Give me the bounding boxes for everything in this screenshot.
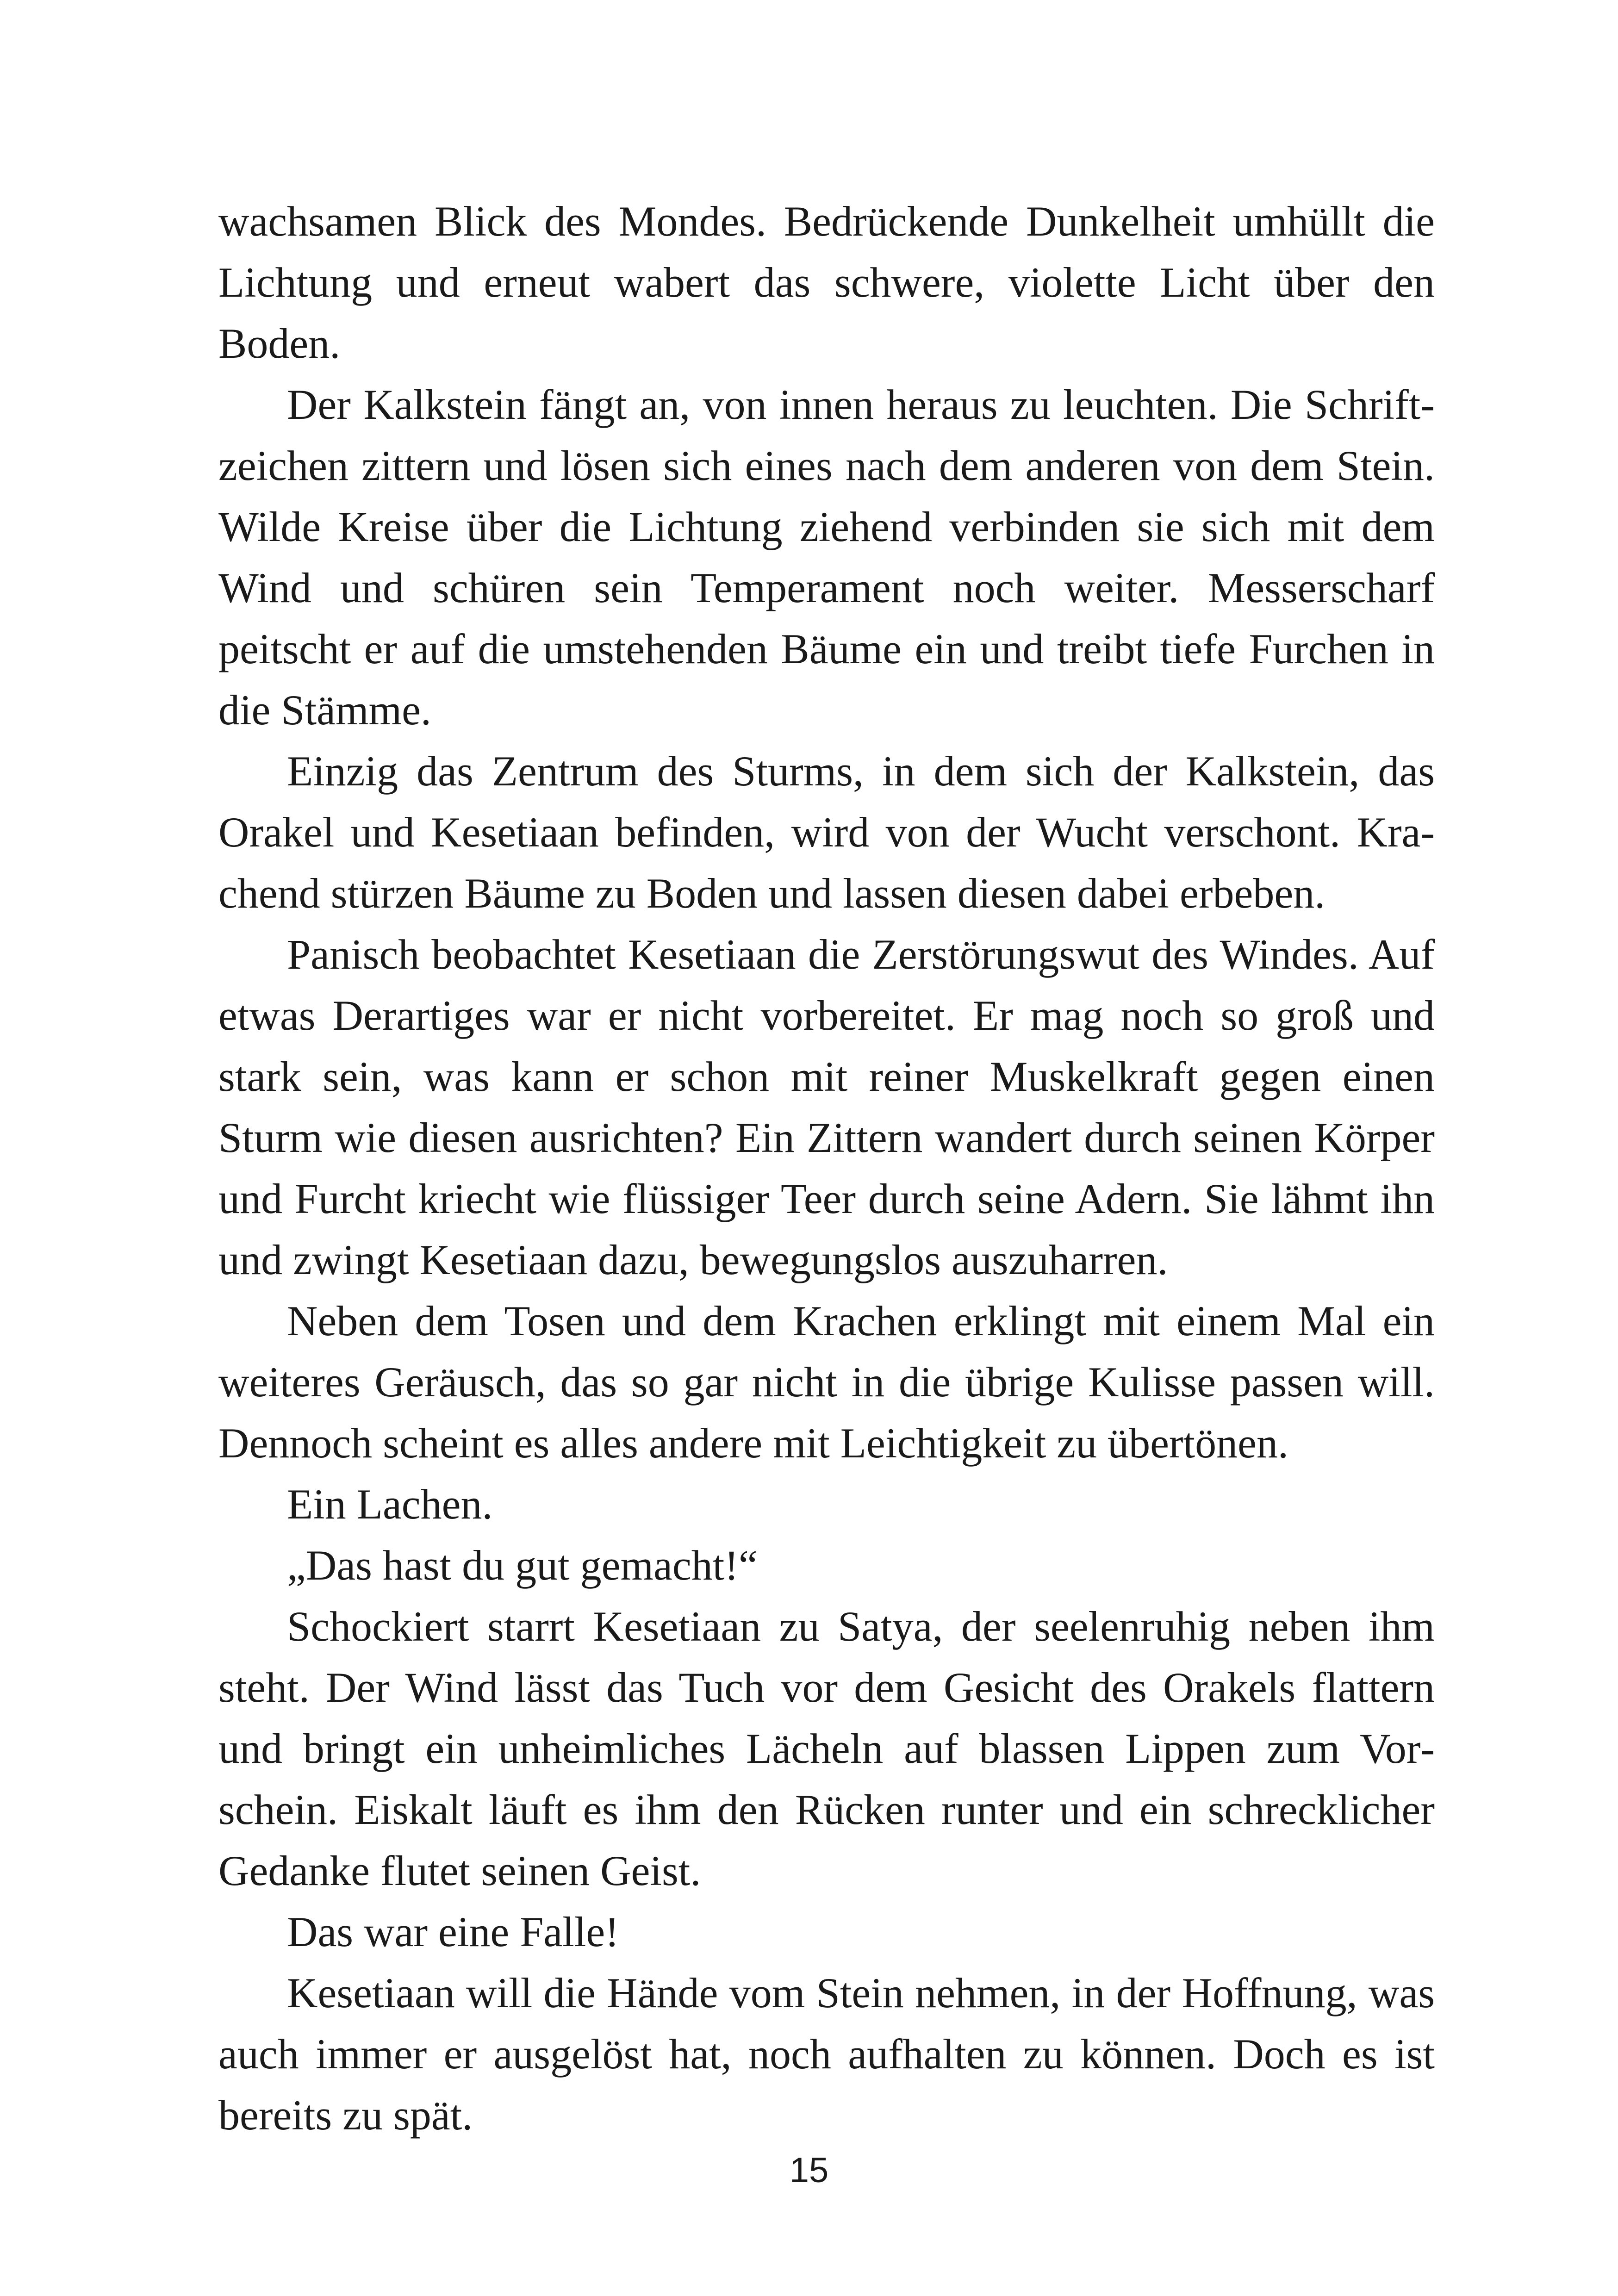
paragraph-10: Kesetiaan will die Hände vom Stein nehmen, in der Hoffnung, was auch immer er ausgelöst hat, noch aufhalten zu können. Doch es ist bereits zu spät. [218, 1969, 1435, 2139]
paragraph-9: Das war eine Falle! [287, 1908, 619, 1955]
paragraph-4: Panisch beobachtet Kesetiaan die Zerstörungswut des Windes. Auf etwas Derartiges war er nicht vorbereitet. Er mag noch so groß und stark sein, was kann er schon mit reiner Muskelkraft gegen einen Sturm wie diesen ausrichten? Ein Zittern wandert durch seinen Körper und Furcht kriecht wie flüssiger Teer durch seine Adern. Sie lähmt ihn und zwingt Kesetiaan dazu, bewegungslos auszuharren. [218, 931, 1435, 1283]
paragraph-6: Ein Lachen. [287, 1481, 493, 1528]
paragraph-1: wachsamen Blick des Mondes. Bedrückende Dunkelheit umhüllt die Lichtung und erneut wabert das schwere, violette Licht über den Boden. [218, 198, 1435, 367]
page-number: 15 [789, 2151, 829, 2190]
body-text [218, 191, 1435, 2146]
paragraph-3: Einzig das Zentrum des Sturms, in dem sich der Kalkstein, das Orakel und Kesetiaan befinden, wird von der Wucht verschont. Krachend stürzen Bäume zu Boden und lassen diesen dabei erbeben. [218, 747, 1435, 917]
paragraph-5: Neben dem Tosen und dem Krachen erklingt mit einem Mal ein weiteres Geräusch, das so gar nicht in die übrige Kulisse passen will. Dennoch scheint es alles andere mit Leichtigkeit zu übertönen. [218, 1297, 1435, 1467]
paragraph-7: „Das hast du gut gemacht!“ [287, 1542, 758, 1589]
paragraph-8: Schockiert starrt Kesetiaan zu Satya, der seelenruhig neben ihm steht. Der Wind lässt das Tuch vor dem Gesicht des Orakels flattern und bringt ein unheimliches Lächeln auf blassen Lippen zum Vorschein. Eiskalt läuft es ihm den Rücken runter und ein schrecklicher Gedanke flutet seinen Geist. [218, 1603, 1435, 1894]
paragraph-2: Der Kalkstein fängt an, von innen heraus zu leuchten. Die Schriftzeichen zittern und lösen sich eines nach dem anderen von dem Stein. Wilde Kreise über die Lichtung ziehend verbinden sie sich mit dem Wind und schüren sein Temperament noch weiter. Messerscharf peitscht er auf die umstehenden Bäume ein und treibt tiefe Furchen in die Stämme. [218, 381, 1435, 734]
